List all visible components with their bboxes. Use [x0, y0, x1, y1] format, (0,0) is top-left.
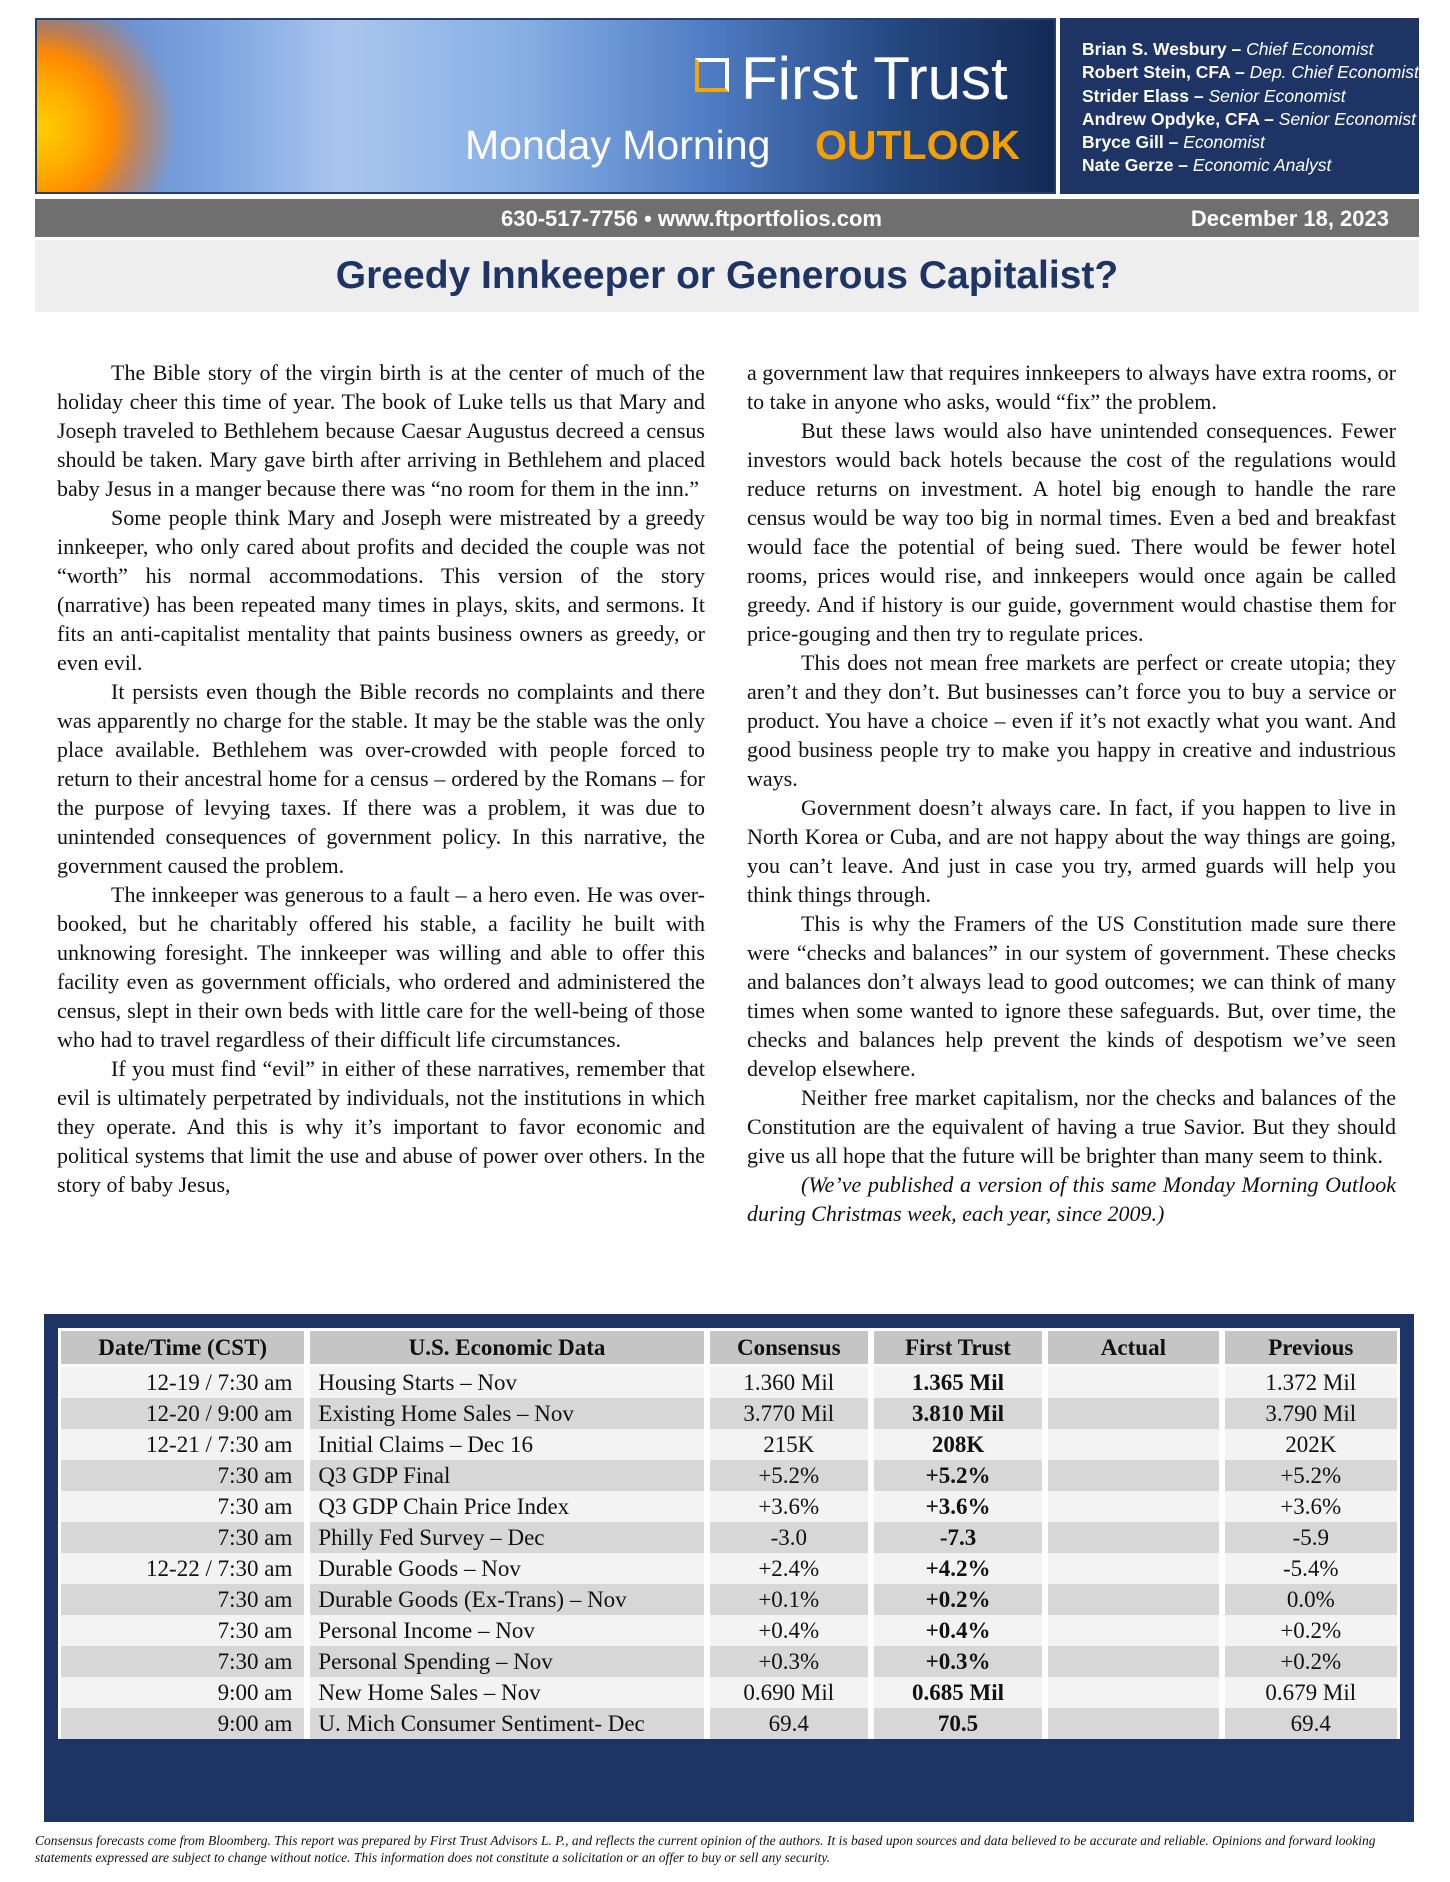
staff-member: [1082, 61, 1419, 84]
header-previous: Previous: [1222, 1328, 1400, 1367]
cell-previous: -5.4%: [1222, 1553, 1400, 1584]
paragraph-continuation: a government law that requires innkeepers to always have extra rooms, or to take in anyone who asks, would “fix” the problem.: [747, 360, 1396, 414]
header-consensus: Consensus: [707, 1328, 871, 1367]
cell-first-trust: +5.2%: [871, 1460, 1045, 1491]
cell-first-trust: +0.4%: [871, 1615, 1045, 1646]
staff-name: Bryce Gill: [1082, 132, 1164, 153]
header-first-trust: First Trust: [871, 1328, 1045, 1367]
paragraph: This is why the Framers of the US Constitution made sure there were “checks and balances” in our system of government. These checks and balances don’t always lead to good outcomes; we can think of many times when some wanted to ignore these safeguards. But, over time, the checks and balances help prevent the kinds of despotism we’ve seen develop elsewhere.: [747, 911, 1396, 1081]
cell-actual: [1045, 1615, 1221, 1646]
first-trust-logo-icon: [695, 58, 729, 92]
cell-actual: [1045, 1460, 1221, 1491]
cell-economic-data: Personal Income – Nov: [307, 1615, 706, 1646]
paragraph: Government doesn’t always care. In fact, if you happen to live in North Korea or Cuba, and are not happy about the way things are going, you can’t leave. And just in case you try, armed guards will help you think things through.: [747, 795, 1396, 907]
staff-member: [1082, 131, 1419, 154]
table-row: [58, 1367, 1400, 1398]
tagline-outlook: OUTLOOK: [815, 122, 1020, 168]
cell-date-time: 7:30 am: [58, 1460, 307, 1491]
cell-first-trust: +0.3%: [871, 1646, 1045, 1677]
article-title: Greedy Innkeeper or Generous Capitalist?: [335, 254, 1119, 297]
staff-name: Strider Elass: [1082, 85, 1189, 106]
masthead: [35, 18, 1419, 194]
staff-title: Senior Economist: [1208, 85, 1346, 106]
table-row: [58, 1646, 1400, 1677]
cell-date-time: 9:00 am: [58, 1677, 307, 1708]
header-economic-data: U.S. Economic Data: [307, 1328, 706, 1367]
logo-text: First Trust: [741, 45, 1008, 112]
staff-separator: –: [1189, 85, 1209, 106]
cell-economic-data: New Home Sales – Nov: [307, 1677, 706, 1708]
cell-consensus: 0.690 Mil: [707, 1677, 871, 1708]
cell-economic-data: U. Mich Consumer Sentiment- Dec: [307, 1708, 706, 1739]
cell-actual: [1045, 1646, 1221, 1677]
cell-first-trust: -7.3: [871, 1522, 1045, 1553]
cell-consensus: +2.4%: [707, 1553, 871, 1584]
cell-actual: [1045, 1429, 1221, 1460]
cell-previous: 3.790 Mil: [1222, 1398, 1400, 1429]
cell-first-trust: 1.365 Mil: [871, 1367, 1045, 1398]
staff-separator: –: [1173, 155, 1193, 176]
closing-note: (We’ve published a version of this same Monday Morning Outlook during Christmas week, each year, since 2009.): [747, 1172, 1396, 1226]
staff-title: Chief Economist: [1246, 39, 1374, 59]
table-row: [58, 1708, 1400, 1739]
table-row: [58, 1429, 1400, 1460]
cell-first-trust: 3.810 Mil: [871, 1398, 1045, 1429]
staff-member: [1082, 108, 1419, 131]
cell-date-time: 12-20 / 9:00 am: [58, 1398, 307, 1429]
cell-consensus: +3.6%: [707, 1491, 871, 1522]
cell-actual: [1045, 1584, 1221, 1615]
economic-data-table: [58, 1328, 1400, 1739]
cell-consensus: 69.4: [707, 1708, 871, 1739]
cell-first-trust: +0.2%: [871, 1584, 1045, 1615]
cell-first-trust: 70.5: [871, 1708, 1045, 1739]
cell-previous: +0.2%: [1222, 1646, 1400, 1677]
cell-actual: [1045, 1677, 1221, 1708]
publication-date: December 18, 2023: [1190, 206, 1389, 231]
cell-previous: 1.372 Mil: [1222, 1367, 1400, 1398]
staff-member: [1082, 154, 1419, 177]
staff-name: Brian S. Wesbury: [1082, 39, 1227, 59]
staff-name: Robert Stein, CFA: [1082, 62, 1231, 83]
paragraph: If you must find “evil” in either of these narratives, remember that evil is ultimately perpetrated by individuals, not the institutions in which they operate. And this is why it’s important to favor economic and political systems that limit the use and abuse of power over others. In the story of baby Jesus,: [57, 1056, 705, 1197]
staff-separator: –: [1163, 132, 1184, 153]
cell-economic-data: Initial Claims – Dec 16: [307, 1429, 706, 1460]
table-row: [58, 1491, 1400, 1522]
cell-first-trust: 0.685 Mil: [871, 1677, 1045, 1708]
cell-date-time: 12-21 / 7:30 am: [58, 1429, 307, 1460]
staff-title: Economic Analyst: [1192, 155, 1332, 176]
table-body: [58, 1367, 1400, 1739]
contact-bar: [35, 199, 1419, 237]
paragraph: It persists even though the Bible records no complaints and there was apparently no charge for the stable. It may be the stable was the only place available. Bethlehem was over-crowded with people forced to return to their ancestral home for a census – ordered by the Romans – for the purpose of levying taxes. If there was a problem, it was due to unintended consequences of government policy. In this narrative, the government caused the problem.: [57, 679, 705, 878]
cell-previous: +3.6%: [1222, 1491, 1400, 1522]
cell-actual: [1045, 1522, 1221, 1553]
table-row: [58, 1522, 1400, 1553]
table-row: [58, 1615, 1400, 1646]
staff-member: [1082, 38, 1419, 61]
paragraph: Some people think Mary and Joseph were mistreated by a greedy innkeeper, who only cared about profits and decided the couple was not “worth” his normal accommodations. This version of the story (narrative) has been repeated many times in plays, skits, and sermons. It fits an anti-capitalist mentality that paints business owners as greedy, or even evil.: [57, 505, 705, 675]
cell-previous: 0.679 Mil: [1222, 1677, 1400, 1708]
cell-economic-data: Existing Home Sales – Nov: [307, 1398, 706, 1429]
staff-name: Andrew Opdyke, CFA: [1082, 108, 1260, 129]
cell-economic-data: Q3 GDP Chain Price Index: [307, 1491, 706, 1522]
cell-previous: -5.9: [1222, 1522, 1400, 1553]
cell-previous: +0.2%: [1222, 1615, 1400, 1646]
cell-previous: 202K: [1222, 1429, 1400, 1460]
table-row: [58, 1460, 1400, 1491]
cell-date-time: 7:30 am: [58, 1646, 307, 1677]
cell-consensus: +5.2%: [707, 1460, 871, 1491]
cell-date-time: 12-19 / 7:30 am: [58, 1367, 307, 1398]
cell-actual: [1045, 1491, 1221, 1522]
cell-previous: 69.4: [1222, 1708, 1400, 1739]
contact-info: 630-517-7756 • www.ftportfolios.com: [501, 206, 882, 231]
cell-consensus: +0.4%: [707, 1615, 871, 1646]
staff-separator: –: [1226, 39, 1247, 59]
paragraph: Neither free market capitalism, nor the checks and balances of the Constitution are the equivalent of having a true Savior. But they should give us all hope that the future will be brighter than many seem to think.: [747, 1085, 1396, 1168]
cell-actual: [1045, 1398, 1221, 1429]
title-band: [35, 240, 1419, 312]
cell-consensus: 1.360 Mil: [707, 1367, 871, 1398]
cell-previous: +5.2%: [1222, 1460, 1400, 1491]
table-row: [58, 1584, 1400, 1615]
paragraph: The innkeeper was generous to a fault – a hero even. He was over-booked, but he charitably offered his stable, a facility he built with unknowing foresight. The innkeeper was willing and able to offer this facility even as government officials, who ordered and administered the census, slept in their own beds with little care for the well-being of those who had to travel regardless of their difficult life circumstances.: [57, 882, 705, 1052]
staff-title: Dep. Chief Economist: [1249, 62, 1419, 83]
header-date-time: Date/Time (CST): [58, 1328, 307, 1367]
staff-title: Senior Economist: [1278, 108, 1416, 129]
paragraph: This does not mean free markets are perfect or create utopia; they aren’t and they don’t. But businesses can’t force you to buy a service or product. You have a choice – even if it’s not exactly what you want. And good business people try to make you happy in creative and industrious ways.: [747, 650, 1396, 791]
cell-date-time: 7:30 am: [58, 1522, 307, 1553]
header-actual: Actual: [1045, 1328, 1221, 1367]
cell-economic-data: Durable Goods (Ex-Trans) – Nov: [307, 1584, 706, 1615]
cell-consensus: 215K: [707, 1429, 871, 1460]
cell-economic-data: Philly Fed Survey – Dec: [307, 1522, 706, 1553]
cell-economic-data: Housing Starts – Nov: [307, 1367, 706, 1398]
table-header-row: [58, 1328, 1400, 1367]
staff-separator: –: [1259, 108, 1279, 129]
cell-consensus: +0.3%: [707, 1646, 871, 1677]
cell-economic-data: Q3 GDP Final: [307, 1460, 706, 1491]
cell-date-time: 9:00 am: [58, 1708, 307, 1739]
cell-actual: [1045, 1367, 1221, 1398]
staff-name: Nate Gerze: [1082, 155, 1174, 176]
left-column: [57, 358, 705, 1199]
cell-consensus: -3.0: [707, 1522, 871, 1553]
paragraph: The Bible story of the virgin birth is at the center of much of the holiday cheer this time of year. The book of Luke tells us that Mary and Joseph traveled to Bethlehem because Caesar Augustus decreed a census should be taken. Mary gave birth after arriving in Bethlehem and placed baby Jesus in a manger because there was “no room for them in the inn.”: [57, 360, 705, 501]
table-row: [58, 1553, 1400, 1584]
tagline-monday-morning: Monday Morning: [465, 122, 771, 168]
economic-data-table-frame: [44, 1314, 1414, 1822]
cell-economic-data: Personal Spending – Nov: [307, 1646, 706, 1677]
cell-date-time: 7:30 am: [58, 1584, 307, 1615]
cell-consensus: 3.770 Mil: [707, 1398, 871, 1429]
cell-first-trust: +4.2%: [871, 1553, 1045, 1584]
cell-economic-data: Durable Goods – Nov: [307, 1553, 706, 1584]
cell-first-trust: +3.6%: [871, 1491, 1045, 1522]
masthead-banner: [35, 18, 1056, 194]
cell-first-trust: 208K: [871, 1429, 1045, 1460]
staff-list: [1056, 18, 1419, 194]
table-row: [58, 1398, 1400, 1429]
cell-date-time: 7:30 am: [58, 1491, 307, 1522]
disclaimer: Consensus forecasts come from Bloomberg. This report was prepared by First Trust Advisors L. P., and reflects the current opinion of the authors. It is based upon sources and data believed to be accurate and reliable. Opinions and forward looking statements expressed are subject to change without notice. This information does not constitute a solicitation or an offer to buy or sell any security.: [35, 1833, 1376, 1865]
staff-member: [1082, 85, 1419, 108]
cell-consensus: +0.1%: [707, 1584, 871, 1615]
paragraph: But these laws would also have unintended consequences. Fewer investors would back hotels because the cost of the regulations would reduce returns on investment. A hotel big enough to handle the rare census would be way too big in normal times. Even a bed and breakfast would face the potential of being sued. There would be fewer hotel rooms, prices would rise, and innkeepers would once again be called greedy. And if history is our guide, government would chastise them for price-gouging and then try to regulate prices.: [747, 418, 1396, 646]
staff-title: Economist: [1183, 132, 1265, 153]
right-column: [747, 358, 1396, 1228]
cell-date-time: 12-22 / 7:30 am: [58, 1553, 307, 1584]
cell-actual: [1045, 1553, 1221, 1584]
cell-actual: [1045, 1708, 1221, 1739]
table-row: [58, 1677, 1400, 1708]
cell-previous: 0.0%: [1222, 1584, 1400, 1615]
cell-date-time: 7:30 am: [58, 1615, 307, 1646]
staff-separator: –: [1230, 62, 1250, 83]
